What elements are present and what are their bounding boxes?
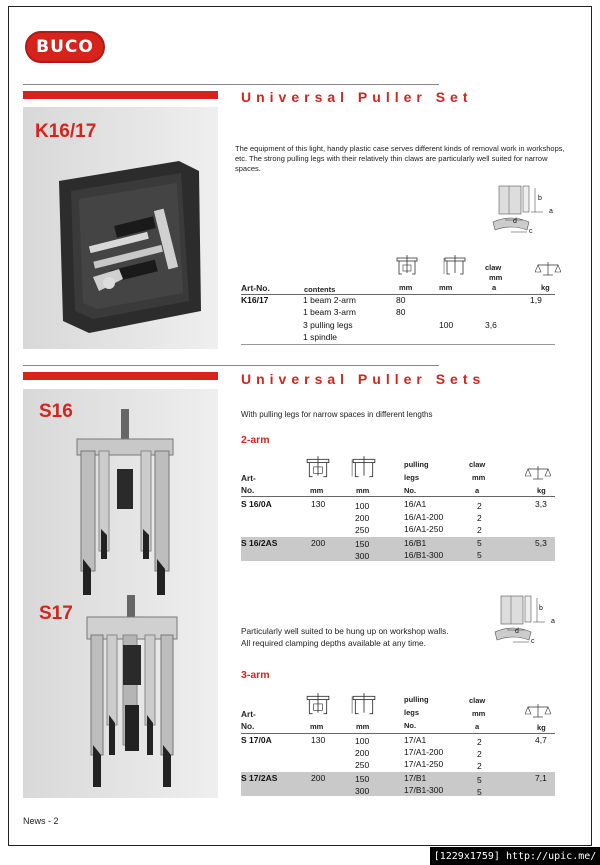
- arm2-header-claw1: claw: [469, 460, 486, 469]
- k-row-mm1-1: 80: [396, 295, 406, 305]
- k-row-contents-3: 3 pulling legs: [303, 320, 353, 330]
- arm3-header-kg: kg: [537, 723, 546, 732]
- section1-title: Universal Puller Set: [241, 89, 473, 105]
- arm2-row1-kg: 3,3: [535, 499, 547, 509]
- arm2-row2-mm1: 200: [311, 538, 326, 548]
- arm3-header-art: Art-: [241, 709, 256, 719]
- k-row-kg: 1,9: [530, 295, 542, 305]
- arm2-row1-art: S 16/0A: [241, 499, 272, 509]
- k-row-mm1-2: 80: [396, 307, 406, 317]
- k-table-bottom: [241, 344, 555, 345]
- k-header-claw-mm: mm: [489, 273, 503, 282]
- arm3-row2-mm1: 200: [311, 773, 326, 783]
- k-row-mm2: 100: [439, 320, 454, 330]
- arm2-row1-legs-1: 16/A1: [404, 499, 427, 509]
- arm2-header-art: Art-: [241, 473, 256, 483]
- arm2-header-kg: kg: [537, 486, 546, 495]
- dim-label-d: d: [513, 218, 517, 225]
- k-row-artno: K16/17: [241, 295, 269, 305]
- arm3-row1-legs-3: 17/A1-250: [404, 759, 444, 769]
- arm3-row2-art: S 17/2AS: [241, 773, 278, 783]
- arm3-row1-claw-2: 2: [477, 749, 482, 759]
- arm2-scale-icon: [525, 465, 551, 481]
- arm3-header-no: No.: [241, 721, 255, 731]
- s16-puller-photo: [73, 409, 177, 599]
- k-row-contents-2: 1 beam 3-arm: [303, 307, 356, 317]
- arm3-row2-mm2-1: 150: [355, 774, 370, 784]
- arm3-description-line1: Particularly well suited to be hung up on workshop walls.: [241, 626, 449, 636]
- arm2-row1-mm2-2: 200: [355, 513, 370, 523]
- buco-logo: BUCO: [25, 31, 105, 63]
- section2-red-bar: [23, 372, 218, 380]
- arm2-header-mm2: mm: [356, 486, 370, 495]
- arm3-row1-legs-2: 17/A1-200: [404, 747, 444, 757]
- s17-dim-label-d: d: [515, 628, 519, 635]
- k-row-claw: 3,6: [485, 320, 497, 330]
- arm2-row1-mm2-1: 100: [355, 501, 370, 511]
- puller-depth-icon: [443, 255, 467, 277]
- arm2-header-legs2: legs: [404, 473, 420, 482]
- image-host-banner: [1229x1759] http://upic.me/: [430, 847, 600, 865]
- arm2-table-divider: [241, 496, 555, 497]
- k-header-claw: claw: [485, 263, 502, 272]
- arm2-row2-legs-1: 16/B1: [404, 538, 427, 548]
- arm2-depth-icon: [351, 456, 377, 480]
- arm3-row1-claw-1: 2: [477, 737, 482, 747]
- dim-label-a: a: [549, 208, 553, 215]
- top-divider: [23, 84, 439, 85]
- k1617-dimension-diagram: [487, 182, 557, 240]
- k-header-contents: contents: [304, 285, 336, 294]
- arm2-row1-mm1: 130: [311, 499, 326, 509]
- arm3-row1-mm1: 130: [311, 735, 326, 745]
- arm3-header-claw3: a: [475, 722, 480, 731]
- arm2-row2-art: S 16/2AS: [241, 538, 278, 548]
- arm3-header-mm2: mm: [356, 722, 370, 731]
- arm2-row2-shading: [241, 537, 555, 561]
- dim-label-c: c: [529, 228, 533, 235]
- arm3-row2-kg: 7,1: [535, 773, 547, 783]
- arm2-header-mm1: mm: [310, 486, 324, 495]
- s16-code: S16: [39, 401, 73, 422]
- k-row-contents-4: 1 spindle: [303, 332, 338, 342]
- arm2-row1-claw-3: 2: [477, 525, 482, 535]
- section2-title: Universal Puller Sets: [241, 371, 486, 387]
- arm2-row1-legs-2: 16/A1-200: [404, 512, 444, 522]
- section1-description: The equipment of this light, handy plastic case serves different kinds of removal work in workshops, etc. The strong pulling legs with their relatively thin claws are particularly well suited for narrow spaces.: [235, 144, 565, 173]
- arm2-row2-mm2-1: 150: [355, 539, 370, 549]
- arm2-row2-legs-2: 16/B1-300: [404, 550, 444, 560]
- arm2-header-no: No.: [241, 485, 255, 495]
- arm3-row1-legs-1: 17/A1: [404, 735, 427, 745]
- s16-s17-photo-panel: [23, 389, 218, 798]
- s17-code: S17: [39, 603, 73, 624]
- arm2-row2-mm2-2: 300: [355, 551, 370, 561]
- arm3-description-line2: All required clamping depths available at any time.: [241, 638, 426, 648]
- arm2-row1-legs-3: 16/A1-250: [404, 524, 444, 534]
- section2-description: With pulling legs for narrow spaces in different lengths: [241, 410, 433, 419]
- arm3-heading: 3-arm: [241, 669, 270, 681]
- arm3-puller-icon: [305, 693, 331, 717]
- arm3-header-mm1: mm: [310, 722, 324, 731]
- arm3-header-legs3: No.: [404, 721, 417, 730]
- arm3-row1-mm2-2: 200: [355, 748, 370, 758]
- arm2-header-claw2: mm: [472, 473, 486, 482]
- arm3-row1-mm2-1: 100: [355, 736, 370, 746]
- arm2-puller-icon: [305, 456, 331, 480]
- arm3-row1-mm2-3: 250: [355, 760, 370, 770]
- k1617-code: K16/17: [35, 121, 97, 142]
- arm3-header-legs1: pulling: [404, 695, 429, 704]
- k-header-artno: Art-No.: [241, 283, 270, 293]
- k-header-kg: kg: [541, 283, 550, 292]
- arm2-row2-kg: 5,3: [535, 538, 547, 548]
- arm3-header-legs2: legs: [404, 708, 420, 717]
- arm3-row2-mm2-2: 300: [355, 786, 370, 796]
- arm3-depth-icon: [351, 693, 377, 717]
- arm3-row1-claw-3: 2: [477, 761, 482, 771]
- section1-red-bar: [23, 91, 218, 99]
- k-row-contents-1: 1 beam 2-arm: [303, 295, 356, 305]
- arm3-row2-legs-2: 17/B1-300: [404, 785, 444, 795]
- two-arm-puller-icon: [395, 255, 419, 277]
- arm2-row1-claw-2: 2: [477, 513, 482, 523]
- arm3-row2-claw-1: 5: [477, 775, 482, 785]
- arm2-row1-mm2-3: 250: [355, 525, 370, 535]
- scale-weight-icon: [535, 261, 561, 277]
- s17-dimension-diagram: [489, 592, 559, 650]
- s17-puller-photo: [83, 595, 183, 791]
- arm2-header-claw3: a: [475, 486, 480, 495]
- arm2-header-legs1: pulling: [404, 460, 429, 469]
- k1617-photo-panel: [23, 107, 218, 349]
- k-header-mm1: mm: [399, 283, 413, 292]
- dim-label-b: b: [538, 195, 542, 202]
- s17-dim-label-c: c: [531, 638, 535, 645]
- k-header-mm2: mm: [439, 283, 453, 292]
- arm3-table-divider: [241, 733, 555, 734]
- arm3-row1-art: S 17/0A: [241, 735, 272, 745]
- k-header-claw-a: a: [492, 283, 497, 292]
- arm2-header-legs3: No.: [404, 486, 417, 495]
- page-footer-label: News - 2: [23, 816, 59, 826]
- s17-dim-label-b: b: [539, 605, 543, 612]
- arm3-row2-legs-1: 17/B1: [404, 773, 427, 783]
- s17-dim-label-a: a: [551, 618, 555, 625]
- arm3-row2-shading: [241, 772, 555, 796]
- arm3-row1-kg: 4,7: [535, 735, 547, 745]
- k1617-case-photo: [49, 151, 209, 339]
- arm2-row2-claw-2: 5: [477, 550, 482, 560]
- arm3-scale-icon: [525, 703, 551, 719]
- arm3-row2-claw-2: 5: [477, 787, 482, 797]
- catalog-page: [8, 6, 592, 846]
- middle-divider: [23, 365, 439, 366]
- arm2-row2-claw-1: 5: [477, 538, 482, 548]
- arm2-heading: 2-arm: [241, 434, 270, 446]
- arm3-header-claw2: mm: [472, 709, 486, 718]
- arm3-header-claw1: claw: [469, 696, 486, 705]
- arm2-row1-claw-1: 2: [477, 501, 482, 511]
